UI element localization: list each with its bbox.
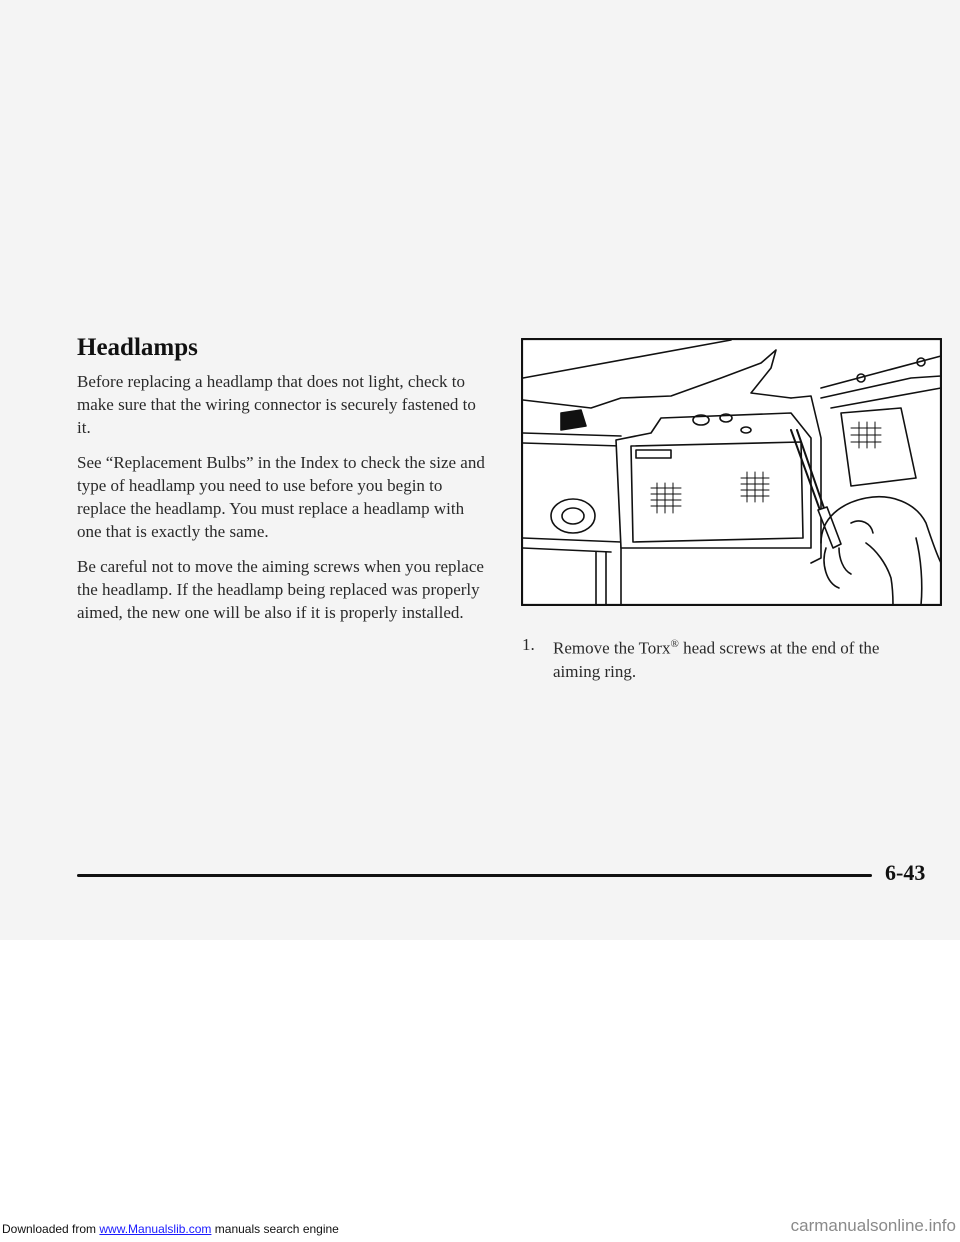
section-heading: Headlamps bbox=[77, 334, 198, 361]
paragraph-replacement-bulbs: See “Replacement Bulbs” in the Index to check the size and type of headlamp you need to use before you begin to replace the headlamp. You must replace a headlamp with one that is exactly the same. bbox=[77, 453, 485, 541]
paragraph-wiring-check: Before replacing a headlamp that does not light, check to make sure that the wiring connector is securely fastened to it. bbox=[77, 372, 476, 437]
page-number: 6-43 bbox=[885, 860, 926, 885]
footer-rule bbox=[77, 874, 872, 877]
watermark: carmanualsonline.info bbox=[790, 1216, 956, 1235]
paragraph-aiming-screws: Be careful not to move the aiming screws when you replace the headlamp. If the headlamp being replaced was properly aimed, the new one will be also if it is properly installed. bbox=[77, 557, 484, 622]
registered-mark: ® bbox=[670, 638, 679, 650]
headlamp-illustration bbox=[521, 338, 942, 606]
manualslib-link[interactable]: www.Manualslib.com bbox=[99, 1222, 212, 1236]
instruction-step bbox=[522, 633, 922, 683]
step-number: 1. bbox=[522, 635, 535, 654]
body-text bbox=[77, 370, 487, 636]
download-footer: Downloaded from www.Manualslib.com manuals search engine bbox=[2, 1222, 339, 1236]
step-text: Remove the Torx® head screws at the end of the aiming ring. bbox=[553, 638, 880, 681]
